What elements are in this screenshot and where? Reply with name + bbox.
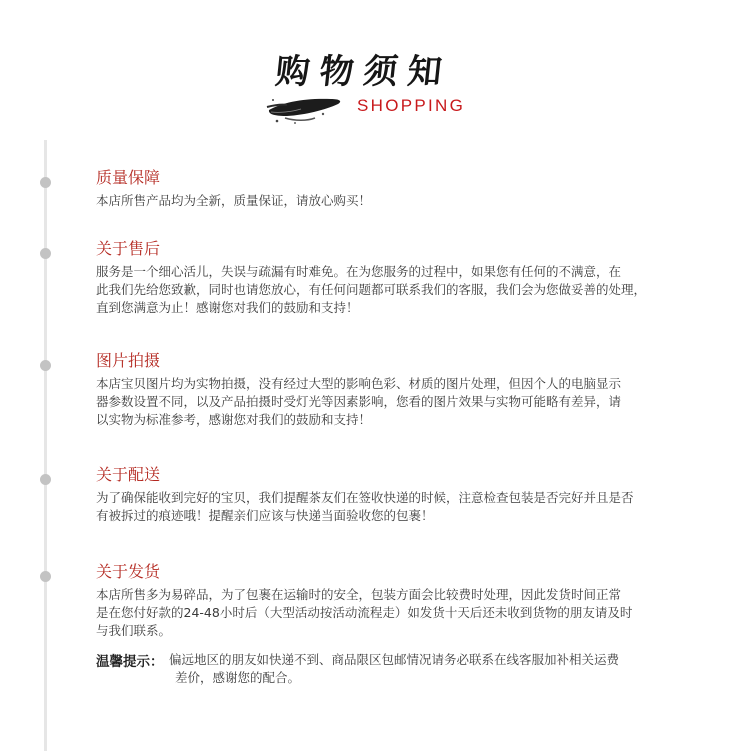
ink-brush-stroke-icon: [265, 88, 355, 128]
section-title: 质量保障: [96, 168, 161, 187]
section-shipping: [96, 562, 726, 640]
section-text: 器参数设置不同，以及产品拍摄时受灯光等因素影响，您看的图片效果与实物可能略有差异，请: [96, 394, 622, 409]
page-subtitle-en: SHOPPING: [357, 96, 466, 115]
section-text: 有被拆过的痕迹哦！提醒亲们应该与快递当面验收您的包裹！: [96, 508, 434, 523]
timeline-dot: [40, 360, 51, 371]
section-text: 直到您满意为止！感谢您对我们的鼓励和支持！: [96, 300, 359, 315]
section-title: 图片拍摄: [96, 351, 161, 370]
tip-text: 差价，感谢您的配合。: [175, 670, 301, 685]
section-text: 本店所售产品均为全新，质量保证，请放心购买！: [96, 193, 372, 208]
timeline-dot: [40, 474, 51, 485]
section-text: 本店所售多为易碎品，为了包裹在运输时的安全，包装方面会比较费时处理，因此发货时间正常: [96, 587, 622, 602]
section-text: 为了确保能收到完好的宝贝，我们提醒茶友们在签收快递的时候，注意检查包装是否完好并且是否: [96, 490, 634, 505]
section-quality: [96, 168, 726, 210]
section-text: 此我们先给您致歉，同时也请您放心，有任何问题都可联系我们的客服，我们会为您做妥善的处理，: [96, 282, 647, 297]
header: [0, 0, 750, 140]
section-text: 本店宝贝图片均为实物拍摄，没有经过大型的影响色彩、材质的图片处理，但因个人的电脑显示: [96, 376, 622, 391]
section-text: 是在您付好款的24-48小时后（大型活动按活动流程走）如发货十天后还未收到货物的朋友请及时: [96, 605, 633, 620]
section-title: 关于售后: [96, 239, 161, 258]
tip-label: 温馨提示：: [96, 654, 164, 670]
timeline-dot: [40, 571, 51, 582]
page-title: 购物须知: [273, 52, 454, 92]
section-after-sales: [96, 239, 726, 317]
timeline-dot: [40, 177, 51, 188]
tip-body: [169, 651, 619, 687]
timeline-dot: [40, 248, 51, 259]
section-delivery: [96, 465, 726, 525]
tip-text: 偏远地区的朋友如快递不到、商品限区包邮情况请务必联系在线客服加补相关运费: [169, 652, 620, 667]
section-text: 服务是一个细心活儿，失误与疏漏有时难免。在为您服务的过程中，如果您有任何的不满意，在: [96, 264, 622, 279]
section-text: 以实物为标准参考，感谢您对我们的鼓励和支持！: [96, 412, 372, 427]
section-text: 与我们联系。: [96, 623, 172, 638]
timeline-line: [44, 140, 47, 751]
section-title: 关于发货: [96, 562, 161, 581]
section-title: 关于配送: [96, 465, 161, 484]
section-photography: [96, 351, 726, 429]
